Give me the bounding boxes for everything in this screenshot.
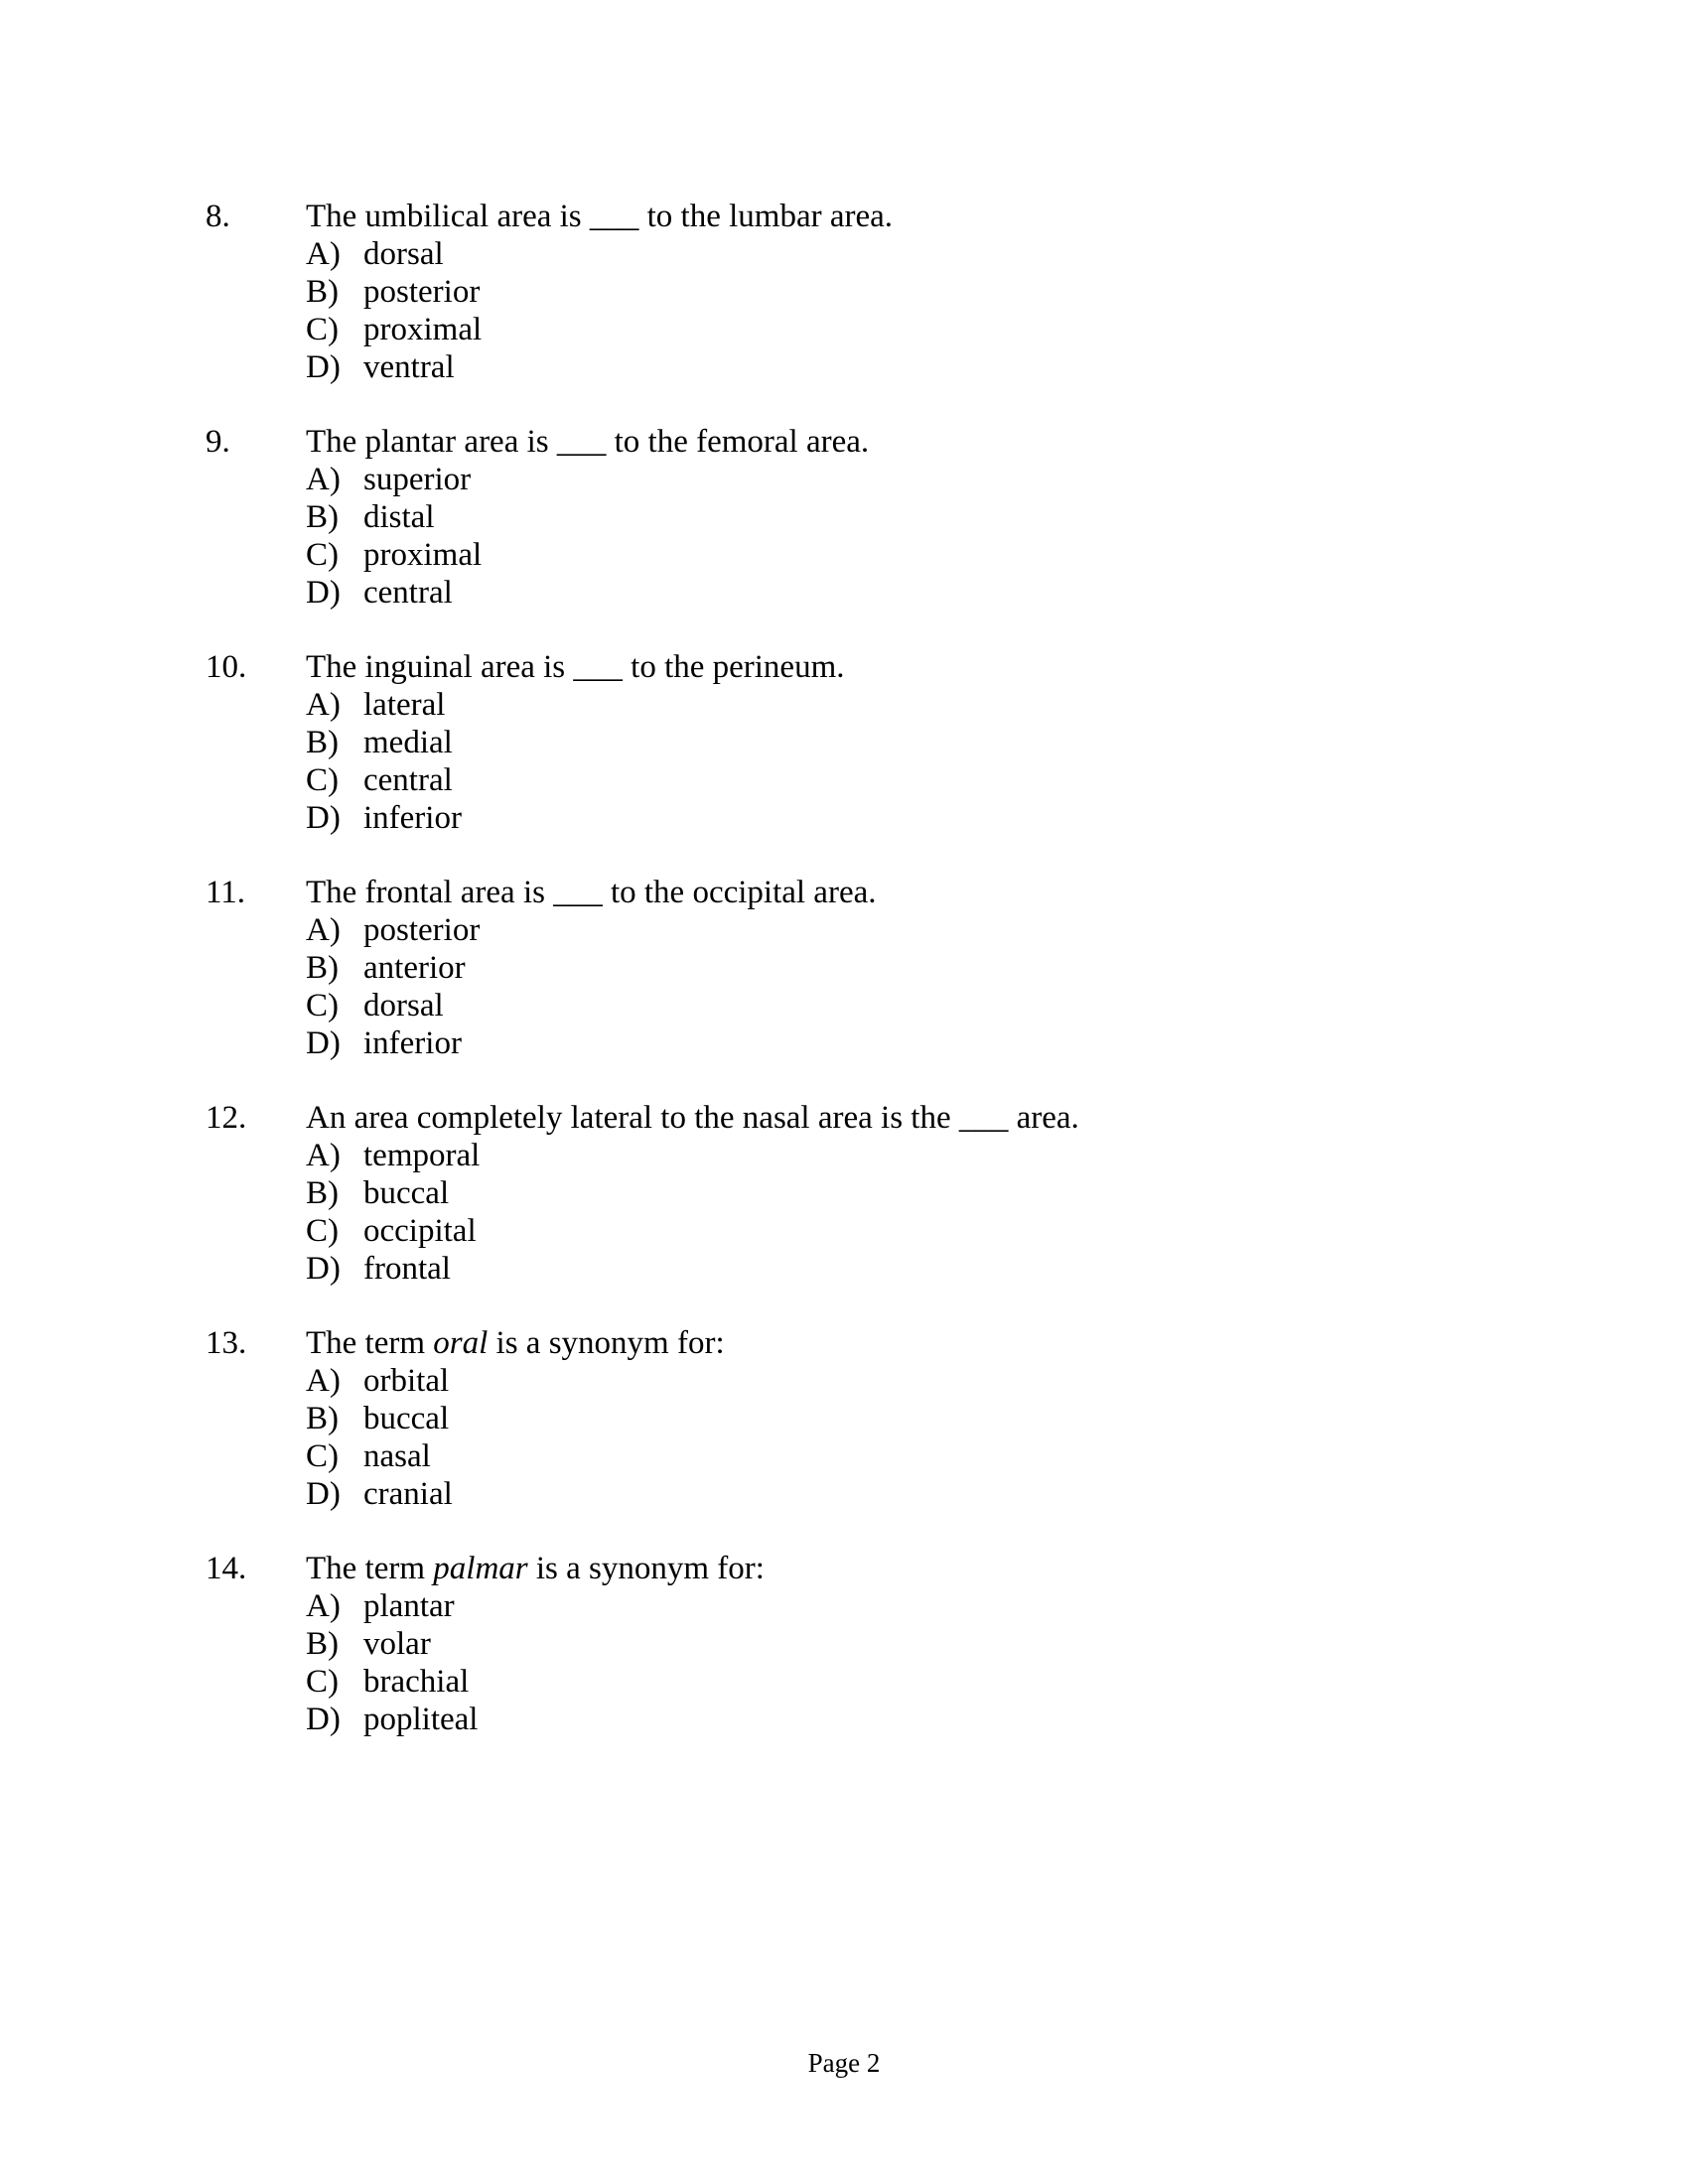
option-text: medial — [363, 725, 453, 760]
option-text: lateral — [363, 687, 446, 723]
option-letter: A) — [306, 236, 341, 272]
question-number: 13. — [206, 1325, 247, 1361]
stem-italic-term: oral — [433, 1325, 489, 1361]
option-letter: D) — [306, 1702, 341, 1737]
question-number: 10. — [206, 649, 247, 685]
answer-option-d — [306, 1024, 480, 1062]
answer-option-b — [306, 1400, 453, 1437]
answer-option-c — [306, 761, 462, 799]
option-letter: A) — [306, 462, 341, 497]
option-letter: C) — [306, 762, 339, 798]
question-stem — [306, 648, 845, 686]
answer-options — [306, 911, 480, 1062]
option-text: brachial — [363, 1664, 470, 1700]
question-stem — [306, 423, 869, 461]
option-letter: D) — [306, 1251, 341, 1287]
stem-text-after: is a synonym for: — [488, 1325, 725, 1361]
option-letter: D) — [306, 575, 341, 611]
answer-option-a — [306, 911, 480, 949]
answer-option-b — [306, 1625, 478, 1663]
stem-text-after: is a synonym for: — [527, 1551, 765, 1586]
answer-option-b — [306, 273, 482, 311]
option-text: posterior — [363, 912, 481, 948]
answer-option-c — [306, 987, 480, 1024]
answer-option-a — [306, 1362, 453, 1400]
answer-options — [306, 1137, 480, 1288]
answer-option-d — [306, 1475, 453, 1513]
answer-option-d — [306, 574, 482, 612]
question-number: 8. — [206, 199, 230, 234]
option-letter: C) — [306, 1213, 339, 1249]
answer-option-a — [306, 1587, 478, 1625]
answer-option-d — [306, 348, 482, 386]
option-text: central — [363, 575, 453, 611]
option-text: nasal — [363, 1438, 431, 1474]
question-number: 12. — [206, 1100, 247, 1136]
answer-options — [306, 235, 482, 386]
question-number: 9. — [206, 424, 230, 460]
option-letter: D) — [306, 349, 341, 385]
answer-options — [306, 1587, 478, 1738]
option-text: popliteal — [363, 1702, 479, 1737]
answer-option-d — [306, 1701, 478, 1738]
answer-option-a — [306, 1137, 480, 1174]
option-text: cranial — [363, 1476, 453, 1512]
answer-option-a — [306, 686, 462, 724]
option-text: plantar — [363, 1588, 455, 1624]
answer-option-c — [306, 1212, 480, 1250]
option-letter: C) — [306, 1664, 339, 1700]
option-text: posterior — [363, 274, 481, 310]
option-text: superior — [363, 462, 472, 497]
answer-option-d — [306, 1250, 480, 1288]
question-stem — [306, 1099, 1079, 1137]
answer-option-b — [306, 724, 462, 761]
answer-option-b — [306, 1174, 480, 1212]
option-letter: D) — [306, 800, 341, 836]
answer-option-c — [306, 311, 482, 348]
stem-text: The plantar area is ___ to the femoral area. — [306, 424, 870, 460]
option-letter: B) — [306, 1175, 339, 1211]
option-letter: B) — [306, 499, 339, 535]
option-letter: A) — [306, 1138, 341, 1173]
option-text: buccal — [363, 1401, 450, 1436]
option-text: orbital — [363, 1363, 450, 1399]
answer-option-c — [306, 536, 482, 574]
option-letter: B) — [306, 1626, 339, 1662]
option-text: buccal — [363, 1175, 450, 1211]
answer-options — [306, 1362, 453, 1513]
option-text: temporal — [363, 1138, 481, 1173]
answer-option-c — [306, 1663, 478, 1701]
option-text: dorsal — [363, 988, 444, 1024]
option-letter: A) — [306, 1363, 341, 1399]
option-letter: A) — [306, 687, 341, 723]
option-letter: C) — [306, 1438, 339, 1474]
question-stem — [306, 198, 893, 235]
option-text: central — [363, 762, 453, 798]
option-letter: A) — [306, 912, 341, 948]
stem-italic-term: palmar — [433, 1551, 528, 1586]
answer-option-a — [306, 461, 482, 498]
answer-options — [306, 686, 462, 837]
option-letter: B) — [306, 725, 339, 760]
question-stem — [306, 874, 877, 911]
answer-option-d — [306, 799, 462, 837]
answer-option-b — [306, 949, 480, 987]
option-text: ventral — [363, 349, 455, 385]
answer-option-a — [306, 235, 482, 273]
option-letter: D) — [306, 1025, 341, 1061]
stem-text: The umbilical area is ___ to the lumbar area. — [306, 199, 894, 234]
question-number: 11. — [206, 875, 246, 910]
page-number: Page 2 — [807, 2048, 881, 2078]
option-text: anterior — [363, 950, 466, 986]
option-text: proximal — [363, 312, 483, 347]
stem-text: An area completely lateral to the nasal area is the ___ area. — [306, 1100, 1079, 1136]
option-text: occipital — [363, 1213, 477, 1249]
option-text: proximal — [363, 537, 483, 573]
option-text: inferior — [363, 800, 462, 836]
option-letter: C) — [306, 312, 339, 347]
option-letter: B) — [306, 274, 339, 310]
option-letter: C) — [306, 988, 339, 1024]
question-stem — [306, 1550, 765, 1587]
question-number: 14. — [206, 1551, 247, 1586]
answer-options — [306, 461, 482, 612]
option-letter: C) — [306, 537, 339, 573]
option-text: inferior — [363, 1025, 462, 1061]
answer-option-b — [306, 498, 482, 536]
option-text: dorsal — [363, 236, 444, 272]
option-letter: B) — [306, 950, 339, 986]
option-letter: D) — [306, 1476, 341, 1512]
option-letter: B) — [306, 1401, 339, 1436]
stem-text: The term — [306, 1551, 434, 1586]
option-text: frontal — [363, 1251, 451, 1287]
answer-option-c — [306, 1437, 453, 1475]
stem-text: The frontal area is ___ to the occipital area. — [306, 875, 877, 910]
option-text: distal — [363, 499, 435, 535]
stem-text: The term — [306, 1325, 434, 1361]
question-stem — [306, 1324, 725, 1362]
option-text: volar — [363, 1626, 431, 1662]
stem-text: The inguinal area is ___ to the perineum. — [306, 649, 845, 685]
option-letter: A) — [306, 1588, 341, 1624]
